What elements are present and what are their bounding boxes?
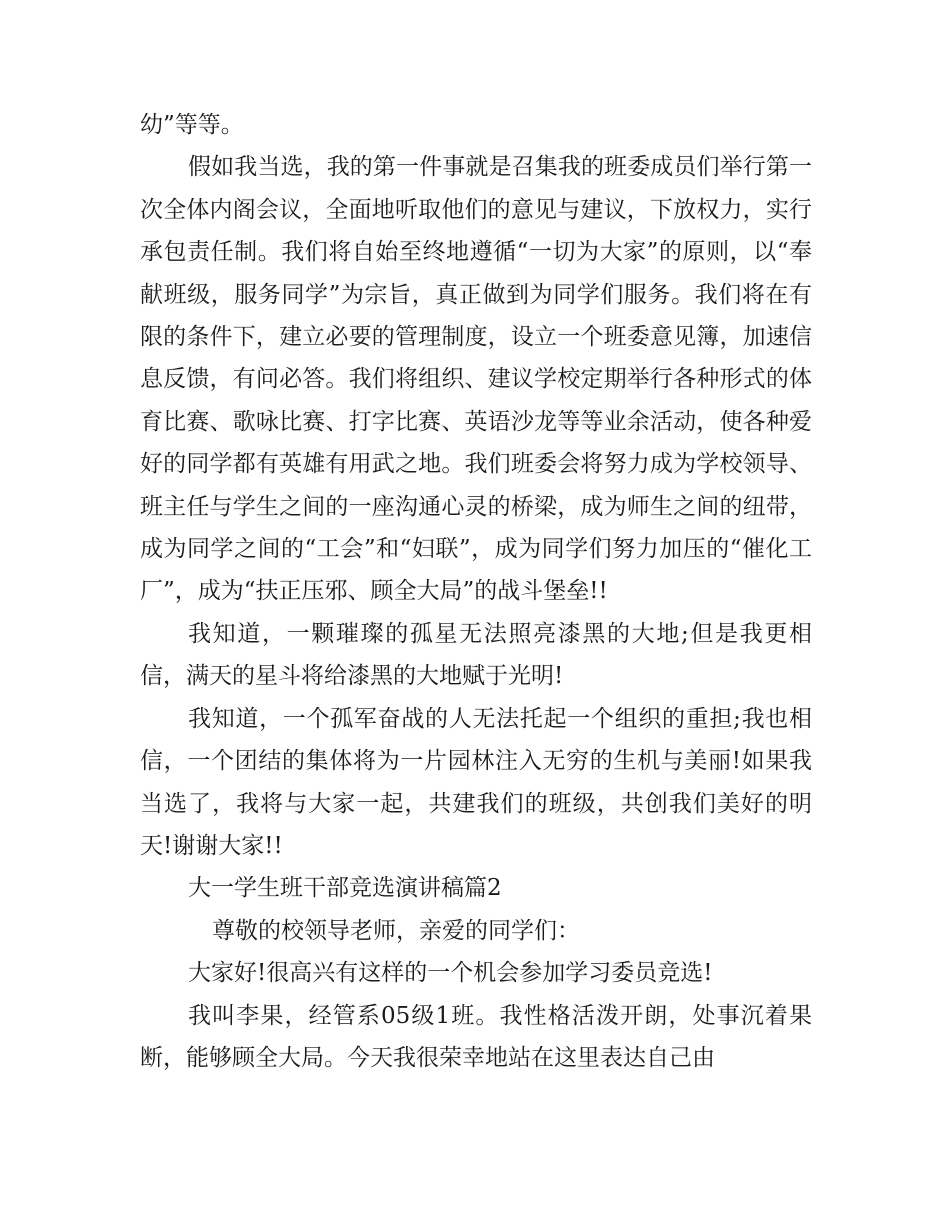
document-body — [140, 104, 812, 1079]
paragraph-greeting: 大家好!很高兴有这样的一个机会参加学习委员竞选! — [188, 960, 713, 987]
paragraph-self-introduction: 我叫李果，经管系05级1班。我性格活泼开朗，处事沉着果断，能够顾全大局。今天我很荣幸地站在这里表达自己由 — [140, 1002, 812, 1071]
salutation: 尊敬的校领导老师，亲爱的同学们： — [212, 917, 580, 944]
paragraph-lonely-star: 我知道，一颗璀璨的孤星无法照亮漆黑的大地;但是我更相信，满天的星斗将给漆黑的大地赋于光明! — [140, 620, 812, 690]
paragraph-continuation: 幼”等等。 — [140, 112, 244, 138]
section-heading: 大一学生班干部竞选演讲稿篇2 — [188, 875, 502, 902]
paragraph-election-plan: 假如我当选，我的第一件事就是召集我的班委成员们举行第一次全体内阁会议，全面地听取他们的意见与建议，下放权力，实行承包责任制。我们将自始至终地遵循“一切为大家”的原则，以“奉献班级，服务同学”为宗旨，真正做到为同学们服务。我们将在有限的条件下，建立必要的管理制度，设立一个班委意见簿，加速信息反馈，有问必答。我们将组织、建议学校定期举行各种形式的体育比赛、歌咏比赛、打字比赛、英语沙龙等等业余活动，使各种爱好的同学都有英雄有用武之地。我们班委会将努力成为学校领导、班主任与学生之间的一座沟通心灵的桥梁，成为师生之间的纽带，成为同学之间的“工会”和“妇联”，成为同学们努力加压的“催化工厂”，成为“扶正压邪、顾全大局”的战斗堡垒!! — [140, 154, 812, 605]
paragraph-united-collective: 我知道，一个孤军奋战的人无法托起一个组织的重担;我也相信，一个团结的集体将为一片园林注入无穷的生机与美丽!如果我当选了，我将与大家一起，共建我们的班级，共创我们美好的明天!谢谢大家!! — [140, 705, 812, 859]
